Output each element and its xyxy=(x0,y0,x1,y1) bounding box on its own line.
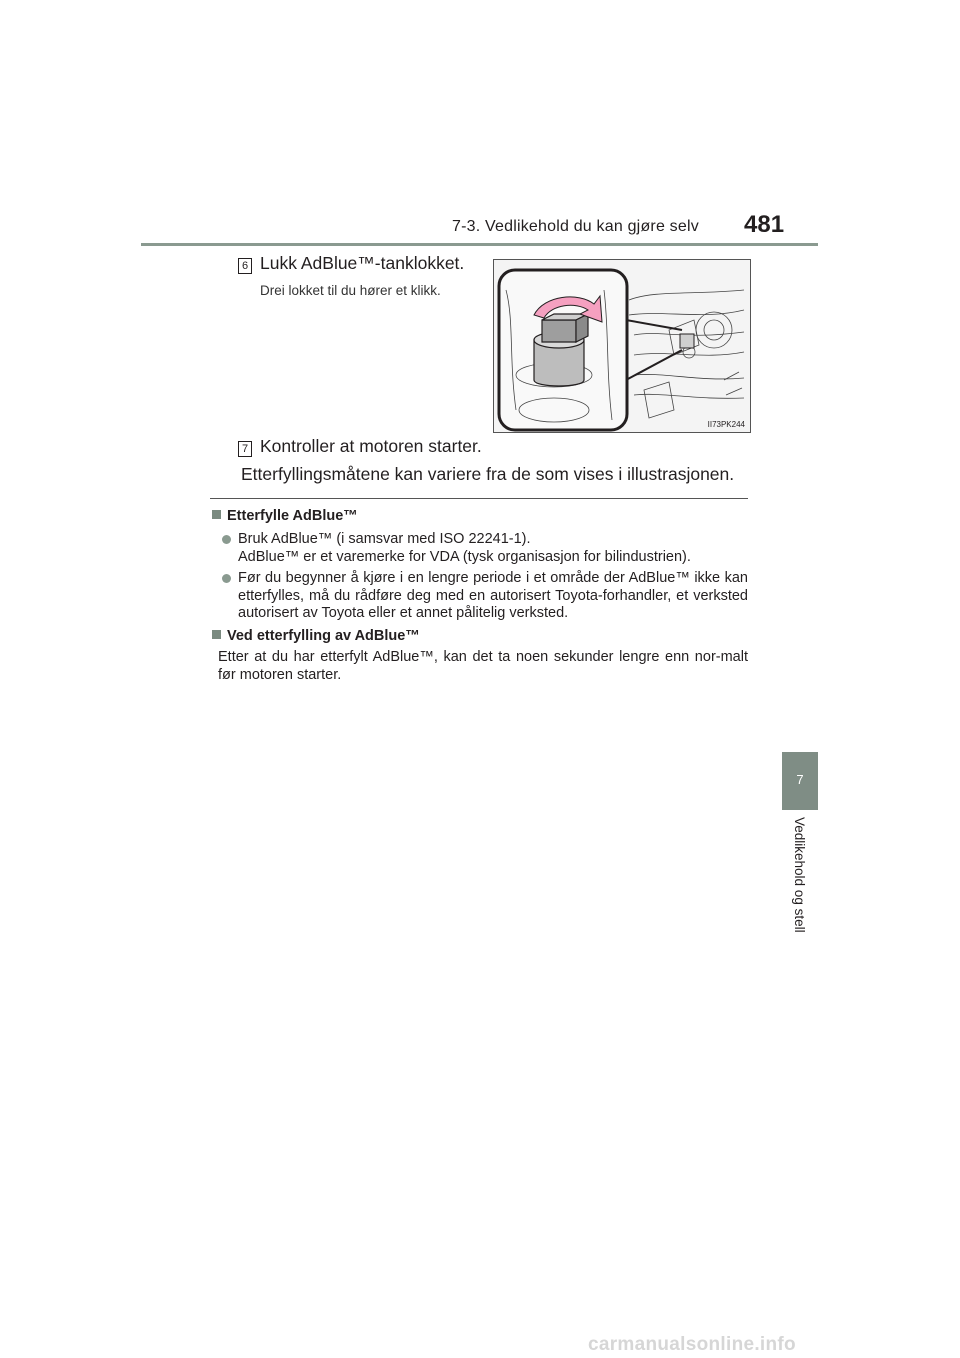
section-rule xyxy=(210,498,748,499)
figure-code: II73PK244 xyxy=(707,420,745,429)
header-section-title: 7-3. Vedlikehold du kan gjøre selv xyxy=(452,218,699,235)
bullet-line: AdBlue™ er et varemerke for VDA (tysk organisasjon for bilindustrien). xyxy=(238,548,691,565)
chapter-tab xyxy=(782,752,818,810)
header-rule xyxy=(141,243,818,246)
step-6-subtext: Drei lokket til du hører et klikk. xyxy=(260,283,441,298)
square-bullet-icon xyxy=(212,510,221,519)
info-bullet xyxy=(222,570,748,623)
info-heading-refill: Etterfylle AdBlue™ xyxy=(212,508,358,524)
round-bullet-icon xyxy=(222,535,231,544)
illustration-note: Etterfyllingsmåtene kan variere fra de som vises i illustrasjonen. xyxy=(241,464,735,484)
info-heading-during-refill: Ved etterfylling av AdBlue™ xyxy=(212,628,420,644)
bullet-line: Før du begynner å kjøre i en lengre periode i et område der AdBlue™ ikke kan etterfylles, må du rådføre deg med en autorisert Toyota-forhandler, et verksted autorisert av Toyota eller et annet pålitelig verksted. xyxy=(238,570,748,621)
watermark: carmanualsonline.info xyxy=(588,1334,796,1355)
bullet-line: Bruk AdBlue™ (i samsvar med ISO 22241-1). xyxy=(238,531,531,547)
engine-bay-drawing xyxy=(494,260,750,432)
step-7-text: Kontroller at motoren starter. xyxy=(260,436,482,456)
square-bullet-icon xyxy=(212,630,221,639)
step-6-text: Lukk AdBlue™-tanklokket. xyxy=(260,253,465,273)
adblue-cap-illustration xyxy=(493,259,751,433)
step-6-number: 6 xyxy=(238,258,252,274)
step-7-number: 7 xyxy=(238,441,252,457)
chapter-number: 7 xyxy=(796,772,804,787)
round-bullet-icon xyxy=(222,574,231,583)
chapter-label: Vedlikehold og stell xyxy=(792,817,807,933)
info-bullet xyxy=(222,531,748,566)
info-paragraph: Etter at du har etterfylt AdBlue™, kan det ta noen sekunder lengre enn nor-malt før motoren starter. xyxy=(218,649,748,683)
page-number: 481 xyxy=(744,211,785,238)
